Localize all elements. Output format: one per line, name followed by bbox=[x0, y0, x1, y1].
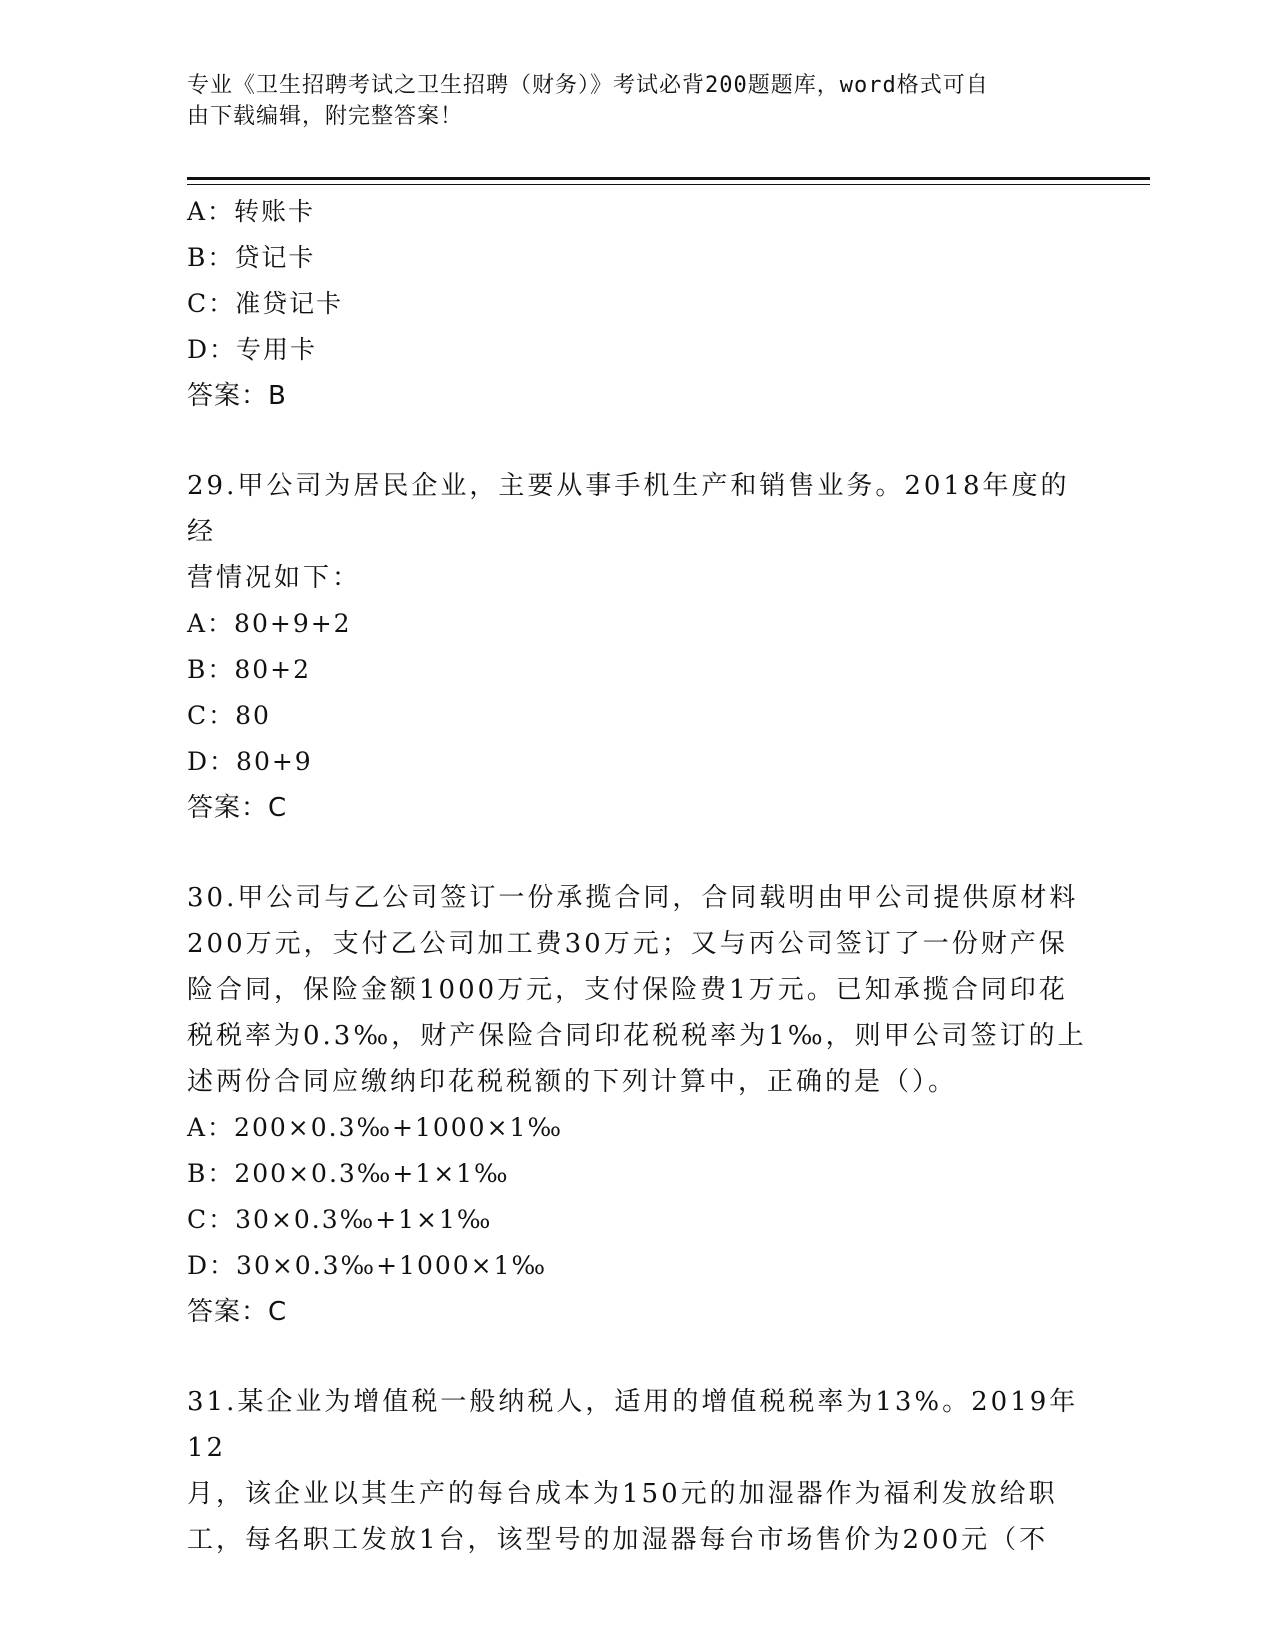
question-stem-line: 险合同，保险金额1000万元，支付保险费1万元。已知承揽合同印花 bbox=[187, 975, 1068, 1005]
question-30 bbox=[187, 875, 1087, 1335]
question-29 bbox=[187, 463, 1087, 831]
question-stem-line: 31.某企业为增值税一般纳税人，适用的增值税税率为13%。2019年12 bbox=[187, 1387, 1079, 1463]
option-d: D：专用卡 bbox=[187, 335, 318, 364]
header-divider-thick bbox=[187, 177, 1150, 180]
option-a: A：转账卡 bbox=[187, 197, 316, 226]
option-c: C：30×0.3‰+1×1‰ bbox=[187, 1205, 493, 1234]
header-line-2: 由下载编辑，附完整答案！ bbox=[187, 104, 464, 129]
question-stem-line: 营情况如下： bbox=[187, 563, 362, 593]
document-header bbox=[187, 70, 1067, 132]
question-stem-line: 月，该企业以其生产的每台成本为150元的加湿器作为福利发放给职 bbox=[187, 1479, 1058, 1509]
question-stem-line: 述两份合同应缴纳印花税税额的下列计算中，正确的是（）。 bbox=[187, 1067, 958, 1097]
option-d: D：80+9 bbox=[187, 747, 313, 776]
answer: 答案：C bbox=[187, 1297, 288, 1327]
question-28-options bbox=[187, 189, 1087, 419]
question-stem-line: 29.甲公司为居民企业，主要从事手机生产和销售业务。2018年度的经 bbox=[187, 471, 1070, 547]
option-a: A：200×0.3‰+1000×1‰ bbox=[187, 1113, 563, 1142]
option-c: C：准贷记卡 bbox=[187, 289, 344, 318]
header-line-1: 专业《卫生招聘考试之卫生招聘（财务）》考试必背200题题库，word格式可自 bbox=[187, 73, 989, 98]
question-31 bbox=[187, 1379, 1087, 1563]
answer: 答案：C bbox=[187, 793, 288, 823]
question-stem-line: 税税率为0.3‰，财产保险合同印花税税率为1‰，则甲公司签订的上 bbox=[187, 1021, 1087, 1051]
header-divider-thin bbox=[187, 184, 1150, 185]
question-stem-line: 30.甲公司与乙公司签订一份承揽合同，合同载明由甲公司提供原材料 bbox=[187, 883, 1079, 913]
option-b: B：200×0.3‰+1×1‰ bbox=[187, 1159, 510, 1188]
option-c: C：80 bbox=[187, 701, 271, 730]
document-body bbox=[187, 189, 1087, 1563]
question-stem-line: 200万元，支付乙公司加工费30万元；又与丙公司签订了一份财产保 bbox=[187, 929, 1068, 959]
option-d: D：30×0.3‰+1000×1‰ bbox=[187, 1251, 548, 1280]
option-a: A：80+9+2 bbox=[187, 609, 352, 638]
option-b: B：贷记卡 bbox=[187, 243, 316, 272]
option-b: B：80+2 bbox=[187, 655, 312, 684]
question-stem-line: 工，每名职工发放1台，该型号的加湿器每台市场售价为200元（不 bbox=[187, 1525, 1049, 1555]
answer: 答案：B bbox=[187, 381, 287, 411]
